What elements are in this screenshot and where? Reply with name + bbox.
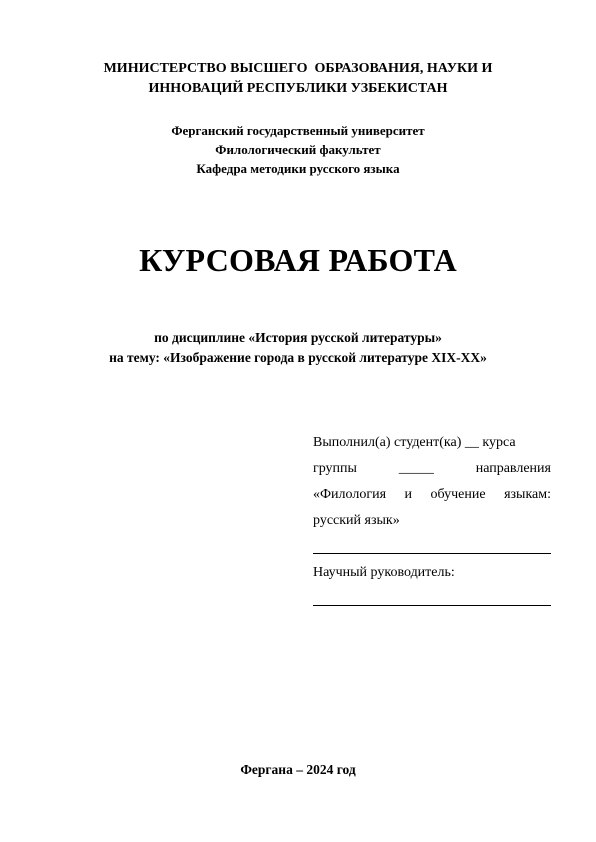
student-name-line: [313, 534, 551, 560]
topic-block: [0, 328, 596, 368]
supervisor-name-line: [313, 586, 551, 612]
ministry-header: [0, 59, 596, 99]
document-title: КУРСОВАЯ РАБОТА: [139, 242, 457, 278]
group-word: группы: [313, 461, 357, 476]
department-name: Кафедра методики русского языка: [196, 161, 400, 176]
university-name: Ферганский государственный университет: [171, 123, 425, 138]
ministry-line-1: МИНИСТЕРСТВО ВЫСШЕГО ОБРАЗОВАНИЯ, НАУКИ И: [103, 61, 493, 76]
program-line-2: русский язык»: [313, 513, 400, 528]
program-word-3: обучение: [430, 487, 486, 502]
program-word-1: «Филология: [313, 487, 387, 502]
faculty-name: Филологический факультет: [215, 142, 381, 157]
group-blank: _____: [398, 461, 434, 476]
program-line: [313, 482, 551, 508]
author-info-block: [313, 430, 551, 612]
supervisor-label: Научный руководитель:: [313, 565, 455, 580]
theme-line: на тему: «Изображение города в русской литературе XIX-XX»: [109, 350, 487, 365]
city-year: Фергана – 2024 год: [240, 762, 356, 777]
ministry-line-2: ИННОВАЦИЙ РЕСПУБЛИКИ УЗБЕКИСТАН: [148, 81, 448, 96]
program-word-2: и: [404, 487, 413, 502]
student-line: Выполнил(а) студент(ка) __ курса: [313, 435, 516, 450]
discipline-line: по дисциплине «История русской литературы»: [154, 330, 442, 345]
group-line: [313, 456, 551, 482]
direction-word: направления: [475, 461, 551, 476]
institution-block: [0, 121, 596, 178]
program-word-4: языкам:: [504, 487, 551, 502]
